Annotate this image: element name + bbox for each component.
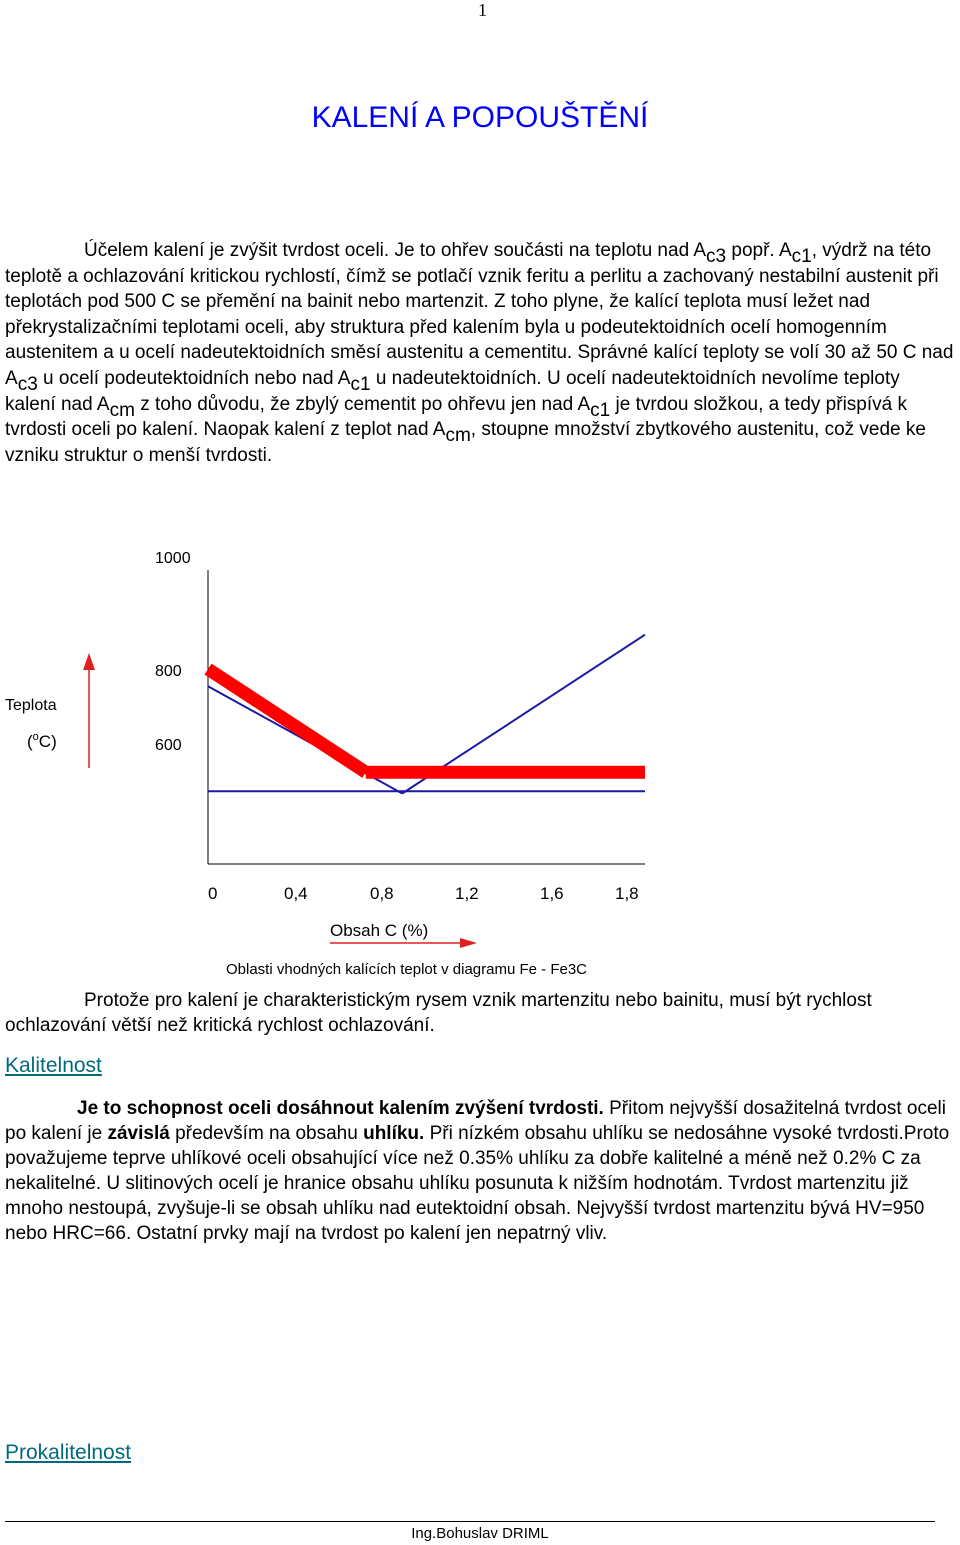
x-tick-label: 1,2	[455, 884, 479, 903]
cooling-paragraph: Protože pro kalení je charakteristickým rysem vznik martenzitu nebo bainitu, musí být rychlost ochlazování větší než kritická rychlost ochlazování.	[5, 990, 872, 1036]
heading-kalitelnost: Kalitelnost	[5, 1054, 102, 1077]
page-title: KALENÍ A POPOUŠTĚNÍ	[311, 101, 649, 134]
y-tick-label: 1000	[155, 550, 191, 567]
x-axis-label: Obsah C (%)	[330, 921, 429, 940]
footer-author: Ing.Bohuslav DRIML	[411, 1525, 549, 1542]
x-tick-label: 1,6	[540, 884, 564, 903]
band-hardening-hypo	[208, 669, 366, 772]
x-tick-label: 0,4	[284, 884, 308, 903]
x-tick-label: 0	[208, 884, 218, 903]
x-arrow-head	[460, 938, 477, 948]
chart-caption: Oblasti vhodných kalících teplot v diagramu Fe - Fe3C	[226, 961, 587, 978]
kalitelnost-paragraph: Je to schopnost oceli dosáhnout kalením zvýšení tvrdosti. Přitom nejvyšší dosažitelná tvrdost oceli po kalení je závislá především na obsahu uhlíku. Při nízkém obsahu uhlíku se nedosáhne vysoké tvrdosti.Proto považujeme teprve uhlíkové oceli obsahující více než 0.35% uhlíku za dobře kalitelné a méně než 0.2% C za nekalitelné. U slitinových ocelí je hranice obsahu uhlíku posunuta k nižším hodnotám. Tvrdost martenzitu již mnoho nestoupá, zvyšuje-li se obsah uhlíku nad eutektoidní obsah. Nejvyšší tvrdost martenzitu bývá HV=950 nebo HRC=66. Ostatní prvky mají na tvrdost po kalení jen nepatrný vliv.	[5, 1098, 950, 1244]
footer-divider	[5, 1521, 935, 1522]
hardening-temperature-chart	[0, 540, 960, 980]
y-tick-label: 600	[155, 737, 182, 754]
intro-paragraph: Účelem kalení je zvýšit tvrdost oceli. Je to ohřev součásti na teplotu nad Ac3 popř. Ac1, výdrž na této teplotě a ochlazování kritickou rychlostí, čímž se potlačí vznik feritu a perlitu a zachovaný nestabilní austenit při teplotách pod 500 C se přemění na bainit nebo martenzit. Z toho plyne, že kalící teplota musí ležet nad překrystalizačními teplotami oceli, aby struktura před kalením byla u podeutektoidních ocelí homogenním austenitem a u ocelí nadeutektoidních směsí austenitu a cementitu. Správné kalící teploty se volí 30 až 50 C nad Ac3 u ocelí podeutektoidních nebo nad Ac1 u nadeutektoidních. U ocelí nadeutektoidních nevolíme teploty kalení nad Acm z toho důvodu, že zbylý cementit po ohřevu jen nad Ac1 je tvrdou složkou, a tedy přispívá k tvrdosti oceli po kalení. Naopak kalení z teplot nad Acm, stoupne množství zbytkového austenitu, což vede ke vzniku struktur o menší tvrdosti.	[5, 240, 954, 466]
y-axis-label: Teplota	[5, 697, 57, 714]
y-arrow-head	[83, 653, 95, 670]
x-tick-label: 0,8	[370, 884, 394, 903]
y-axis-unit: ($^o$C)	[27, 731, 57, 751]
heading-prokalitelnost: Prokalitelnost	[5, 1441, 132, 1464]
page-number: 1	[478, 0, 487, 20]
x-tick-label: 1,8	[615, 884, 639, 903]
y-tick-label: 800	[155, 663, 182, 680]
